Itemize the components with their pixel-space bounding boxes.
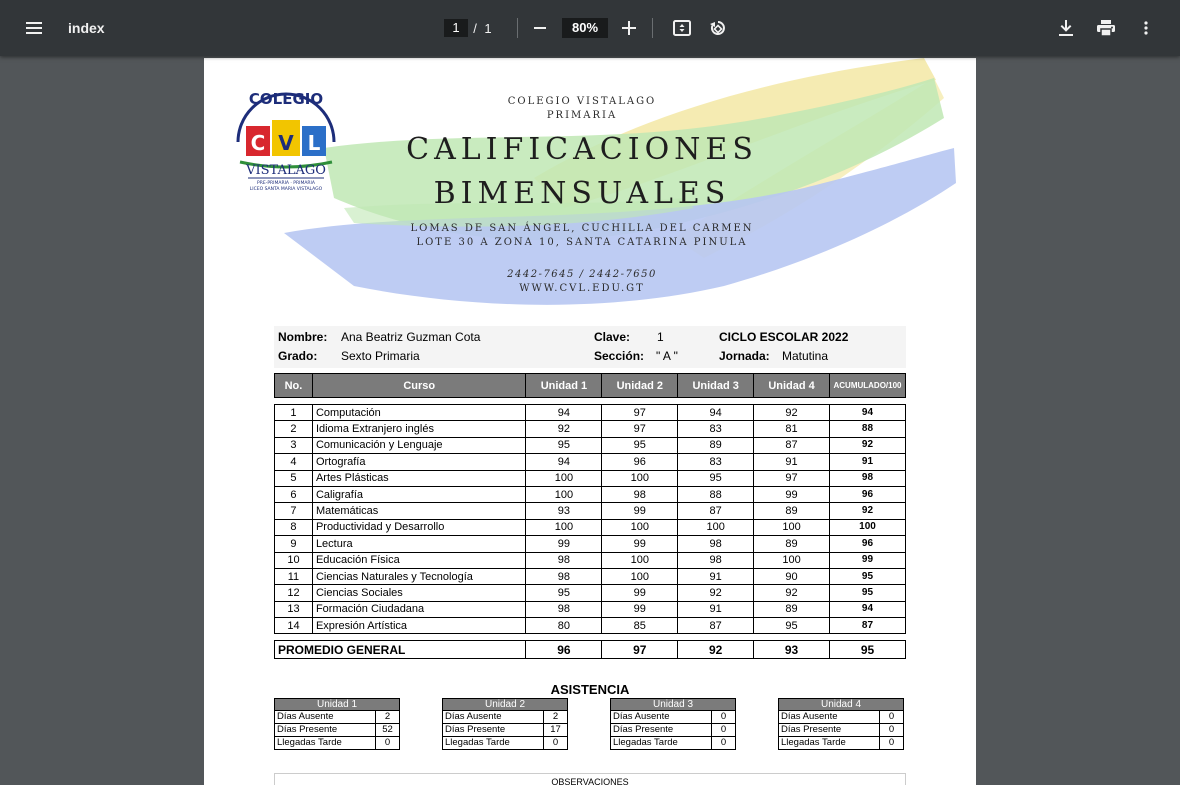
document-page <box>204 58 976 785</box>
table-row <box>275 568 906 584</box>
attendance-row <box>611 711 736 724</box>
document-title-line1: CALIFICACIONES <box>406 132 758 167</box>
table-cell: 100 <box>829 519 905 535</box>
attendance-row <box>611 737 736 750</box>
column-header: Unidad 2 <box>602 374 678 398</box>
attendance-table-unit-1 <box>274 698 400 750</box>
column-header: Unidad 4 <box>754 374 830 398</box>
table-row <box>275 486 906 502</box>
table-cell: 100 <box>526 470 602 486</box>
section-label: Sección: <box>594 349 645 363</box>
table-cell: 99 <box>602 585 678 601</box>
table-cell: 99 <box>602 601 678 617</box>
average-cell: 95 <box>829 641 905 659</box>
attendance-value: 0 <box>544 737 568 750</box>
name-label: Nombre: <box>278 330 328 344</box>
table-cell: 5 <box>275 470 313 486</box>
table-cell: 99 <box>829 552 905 568</box>
table-cell: 87 <box>678 618 754 634</box>
table-cell: 95 <box>526 585 602 601</box>
page-separator: / <box>473 20 477 36</box>
svg-text:L: L <box>307 131 321 155</box>
table-cell: 95 <box>754 618 830 634</box>
table-row <box>275 552 906 568</box>
attendance-row <box>443 711 568 724</box>
attendance-unit-header: Unidad 3 <box>611 699 736 711</box>
table-cell: 94 <box>829 601 905 617</box>
table-cell: 6 <box>275 486 313 502</box>
table-cell: 14 <box>275 618 313 634</box>
attendance-table-unit-3 <box>610 698 736 750</box>
plus-icon[interactable] <box>617 0 641 56</box>
column-header: Unidad 3 <box>678 374 754 398</box>
attendance-row <box>611 724 736 737</box>
attendance-label: Días Presente <box>443 724 544 737</box>
table-cell: Expresión Artística <box>312 618 526 634</box>
table-cell: Artes Plásticas <box>312 470 526 486</box>
table-cell: 98 <box>678 536 754 552</box>
attendance-table-unit-2 <box>442 698 568 750</box>
table-cell: 88 <box>678 486 754 502</box>
table-cell: Lectura <box>312 536 526 552</box>
attendance-value: 0 <box>712 737 736 750</box>
table-cell: 87 <box>829 618 905 634</box>
table-cell: 100 <box>678 519 754 535</box>
grades-header-row <box>275 374 906 398</box>
table-cell: Comunicación y Lenguaje <box>312 437 526 453</box>
table-cell: 9 <box>275 536 313 552</box>
pdf-toolbar <box>0 0 1180 56</box>
table-cell: 93 <box>526 503 602 519</box>
attendance-title: ASISTENCIA <box>550 682 630 697</box>
attendance-label: Días Ausente <box>779 711 880 724</box>
table-cell: Caligrafía <box>312 486 526 502</box>
svg-text:PRE-PRIMARIA · PRIMARIA: PRE-PRIMARIA · PRIMARIA <box>257 181 315 186</box>
table-cell: 96 <box>602 454 678 470</box>
download-icon[interactable] <box>1054 0 1078 56</box>
table-cell: 100 <box>602 519 678 535</box>
table-cell: 98 <box>526 568 602 584</box>
table-cell: Computación <box>312 405 526 421</box>
table-cell: 98 <box>526 601 602 617</box>
table-cell: Educación Física <box>312 552 526 568</box>
attendance-unit-header: Unidad 2 <box>443 699 568 711</box>
average-cell: 96 <box>526 641 602 659</box>
svg-text:COLEGIO: COLEGIO <box>248 90 324 108</box>
document-title-line2: BIMENSUALES <box>433 176 731 211</box>
table-cell: 98 <box>602 486 678 502</box>
column-header: Curso <box>312 374 526 398</box>
table-cell: 95 <box>602 437 678 453</box>
attendance-label: Llegadas Tarde <box>443 737 544 750</box>
table-cell: 99 <box>602 503 678 519</box>
attendance-unit-header: Unidad 4 <box>779 699 904 711</box>
attendance-value: 2 <box>544 711 568 724</box>
table-cell: 89 <box>754 536 830 552</box>
column-header: No. <box>275 374 313 398</box>
page-number-input[interactable]: 1 <box>444 0 468 56</box>
attendance-row <box>275 724 400 737</box>
attendance-row <box>779 724 904 737</box>
website: WWW.CVL.EDU.GT <box>519 283 645 294</box>
attendance-label: Días Presente <box>275 724 376 737</box>
table-cell: 98 <box>678 552 754 568</box>
student-name: Ana Beatriz Guzman Cota <box>341 330 481 344</box>
average-label: PROMEDIO GENERAL <box>275 641 526 659</box>
table-cell: 100 <box>526 486 602 502</box>
attendance-label: Días Ausente <box>275 711 376 724</box>
table-row <box>275 503 906 519</box>
table-cell: 92 <box>829 437 905 453</box>
school-name: COLEGIO VISTALAGO <box>507 96 657 107</box>
table-cell: 81 <box>754 421 830 437</box>
table-row <box>275 437 906 453</box>
attendance-value: 0 <box>880 724 904 737</box>
table-cell: 85 <box>602 618 678 634</box>
table-cell: 100 <box>602 552 678 568</box>
table-cell: 99 <box>526 536 602 552</box>
table-cell: 98 <box>829 470 905 486</box>
shift-label: Jornada: <box>719 349 770 363</box>
table-cell: 91 <box>678 568 754 584</box>
table-cell: 87 <box>678 503 754 519</box>
svg-text:LICEO SANTA MARIA VISTALAGO: LICEO SANTA MARIA VISTALAGO <box>249 187 323 192</box>
table-cell: 7 <box>275 503 313 519</box>
student-info <box>274 326 906 368</box>
table-row <box>275 536 906 552</box>
address-line1: LOMAS DE SAN ÁNGEL, CUCHILLA DEL CARMEN <box>410 223 754 234</box>
table-cell: 95 <box>829 585 905 601</box>
table-cell: 89 <box>678 437 754 453</box>
table-cell: 89 <box>754 503 830 519</box>
table-cell: 100 <box>526 519 602 535</box>
table-cell: 92 <box>678 585 754 601</box>
student-section: " A " <box>656 349 678 363</box>
attendance-row <box>443 724 568 737</box>
attendance-row <box>779 711 904 724</box>
attendance-label: Días Ausente <box>443 711 544 724</box>
table-cell: 8 <box>275 519 313 535</box>
average-cell: 97 <box>602 641 678 659</box>
student-shift: Matutina <box>782 349 829 363</box>
table-cell: 10 <box>275 552 313 568</box>
table-cell: 2 <box>275 421 313 437</box>
table-cell: 90 <box>754 568 830 584</box>
print-icon[interactable] <box>1094 0 1118 56</box>
table-cell: 83 <box>678 454 754 470</box>
table-cell: 97 <box>602 421 678 437</box>
table-cell: 97 <box>602 405 678 421</box>
table-cell: 89 <box>754 601 830 617</box>
table-cell: Matemáticas <box>312 503 526 519</box>
table-cell: 94 <box>526 454 602 470</box>
attendance-value: 0 <box>712 724 736 737</box>
table-cell: 13 <box>275 601 313 617</box>
table-row <box>275 601 906 617</box>
student-grade: Sexto Primaria <box>341 349 420 363</box>
attendance-value: 0 <box>376 737 400 750</box>
fit-to-page-icon[interactable] <box>668 0 696 56</box>
table-row <box>275 618 906 634</box>
attendance-value: 0 <box>880 737 904 750</box>
table-cell: 88 <box>829 421 905 437</box>
table-cell: 95 <box>678 470 754 486</box>
table-cell: 94 <box>678 405 754 421</box>
table-cell: 99 <box>602 536 678 552</box>
table-row <box>275 470 906 486</box>
attendance-row <box>275 737 400 750</box>
phone-numbers: 2442-7645 / 2442-7650 <box>507 269 657 280</box>
table-cell: 96 <box>829 486 905 502</box>
table-cell: 98 <box>526 552 602 568</box>
table-cell: 1 <box>275 405 313 421</box>
observations-title: OBSERVACIONES <box>551 777 629 785</box>
svg-text:V: V <box>278 131 294 155</box>
table-row <box>275 405 906 421</box>
attendance-value: 2 <box>376 711 400 724</box>
table-cell: 92 <box>829 503 905 519</box>
attendance-row <box>275 711 400 724</box>
table-cell: 92 <box>754 405 830 421</box>
table-row <box>275 421 906 437</box>
grade-label: Grado: <box>278 349 318 363</box>
table-cell: Idioma Extranjero inglés <box>312 421 526 437</box>
table-cell: 100 <box>754 552 830 568</box>
attendance-value: 17 <box>544 724 568 737</box>
table-cell: Productividad y Desarrollo <box>312 519 526 535</box>
table-cell: 11 <box>275 568 313 584</box>
average-cell: 93 <box>754 641 830 659</box>
table-cell: Formación Ciudadana <box>312 601 526 617</box>
column-header: ACUMULADO/100 <box>829 374 905 398</box>
table-cell: 3 <box>275 437 313 453</box>
document-title: index <box>68 20 105 36</box>
school-cycle: CICLO ESCOLAR 2022 <box>719 330 849 344</box>
table-cell: 97 <box>754 470 830 486</box>
table-cell: 91 <box>754 454 830 470</box>
attendance-label: Días Ausente <box>611 711 712 724</box>
average-row <box>275 641 906 659</box>
more-vert-icon[interactable] <box>1134 0 1158 56</box>
attendance-value: 0 <box>880 711 904 724</box>
table-cell: 4 <box>275 454 313 470</box>
svg-text:C: C <box>250 131 266 155</box>
table-cell: 95 <box>829 568 905 584</box>
svg-text:VISTALAGO: VISTALAGO <box>246 163 326 178</box>
column-header: Unidad 1 <box>526 374 602 398</box>
table-cell: 80 <box>526 618 602 634</box>
key-label: Clave: <box>594 330 631 344</box>
table-cell: 92 <box>754 585 830 601</box>
attendance-label: Llegadas Tarde <box>779 737 880 750</box>
rotate-icon[interactable] <box>704 0 732 56</box>
page-total: 1 <box>484 20 492 36</box>
table-cell: Ortografía <box>312 454 526 470</box>
table-cell: 83 <box>678 421 754 437</box>
table-cell: 87 <box>754 437 830 453</box>
attendance-unit-header: Unidad 1 <box>275 699 400 711</box>
attendance-label: Llegadas Tarde <box>275 737 376 750</box>
table-cell: 12 <box>275 585 313 601</box>
observations-box <box>274 773 906 785</box>
attendance-label: Días Presente <box>779 724 880 737</box>
table-cell: 91 <box>678 601 754 617</box>
table-cell: 91 <box>829 454 905 470</box>
zoom-level-input[interactable]: 80% <box>562 0 608 56</box>
table-row <box>275 519 906 535</box>
table-row <box>275 454 906 470</box>
address-line2: LOTE 30 A ZONA 10, SANTA CATARINA PINULA <box>416 237 748 248</box>
average-cell: 92 <box>678 641 754 659</box>
grades-table <box>274 373 906 659</box>
attendance-label: Días Presente <box>611 724 712 737</box>
attendance-value: 52 <box>376 724 400 737</box>
table-cell: 95 <box>526 437 602 453</box>
table-cell: 100 <box>602 568 678 584</box>
minus-icon[interactable] <box>528 0 552 56</box>
attendance-row <box>443 737 568 750</box>
table-cell: 100 <box>602 470 678 486</box>
attendance-table-unit-4 <box>778 698 904 750</box>
toolbar-divider <box>652 18 653 38</box>
table-cell: 96 <box>829 536 905 552</box>
table-cell: 92 <box>526 421 602 437</box>
school-level: PRIMARIA <box>546 110 618 121</box>
table-cell: 94 <box>829 405 905 421</box>
menu-icon[interactable] <box>18 0 50 56</box>
table-cell: 99 <box>754 486 830 502</box>
attendance-value: 0 <box>712 711 736 724</box>
toolbar-divider <box>517 18 518 38</box>
attendance-label: Llegadas Tarde <box>611 737 712 750</box>
table-cell: 100 <box>754 519 830 535</box>
table-cell: 94 <box>526 405 602 421</box>
table-cell: Ciencias Sociales <box>312 585 526 601</box>
table-cell: Ciencias Naturales y Tecnología <box>312 568 526 584</box>
student-key: 1 <box>657 330 664 344</box>
attendance-row <box>779 737 904 750</box>
table-row <box>275 585 906 601</box>
